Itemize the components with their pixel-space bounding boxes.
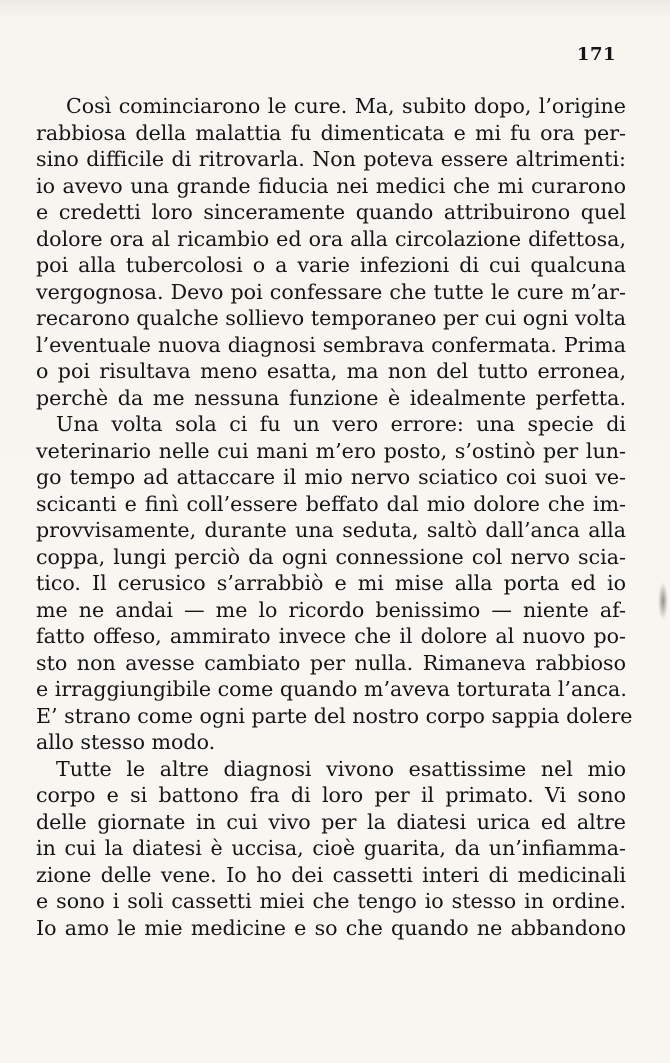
text-line: scicanti e finì coll’essere beffato dal mio dolore che im- xyxy=(36,491,626,516)
text-line: e sono i soli cassetti miei che tengo io stesso in ordine. xyxy=(36,889,626,913)
text-line: perchè da me nessuna funzione è idealmente perfetta. xyxy=(36,385,626,410)
text-line: delle giornate in cui vivo per la diatesi urica ed altre xyxy=(36,809,626,834)
text-line: veterinario nelle cui mani m’ero posto, s’ostinò per lun- xyxy=(36,438,626,463)
text-line: fatto offeso, ammirato invece che il dolore al nuovo po- xyxy=(36,624,626,648)
text-line: o poi risultava meno esatta, ma non del tutto erronea, xyxy=(36,359,626,383)
text-line: sino difficile di ritrovarla. Non poteva essere altrimenti: xyxy=(36,147,626,171)
body-text xyxy=(36,93,633,941)
text-line: Così cominciarono le cure. Ma, subito dopo, l’origine xyxy=(66,94,626,118)
text-line: E’ strano come ogni parte del nostro corpo sappia dolere xyxy=(36,703,633,728)
text-line: Tutte le altre diagnosi vivono esattissime nel mio xyxy=(56,756,626,781)
text-line: go tempo ad attaccare il mio nervo sciatico coi suoi ve- xyxy=(36,465,626,489)
text-line: corpo e si battono fra di loro per il primato. Vi sono xyxy=(36,783,626,807)
text-line: e irraggiungibile come quando m’aveva torturata l’anca. xyxy=(36,677,627,701)
text-line: sto non avesse cambiato per nulla. Rimaneva rabbioso xyxy=(36,650,626,675)
text-line: rabbiosa della malattia fu dimenticata e mi fu ora per- xyxy=(36,120,626,145)
text-line: e credetti loro sinceramente quando attribuirono quel xyxy=(36,200,626,224)
text-line: in cui la diatesi è uccisa, cioè guarita, da un’infiamma- xyxy=(36,836,626,860)
text-line: io avevo una grande fiducia nei medici che mi curarono xyxy=(36,173,626,198)
text-line: poi alla tubercolosi o a varie infezioni di cui qualcuna xyxy=(36,253,626,277)
text-line: coppa, lungi perciò da ogni connessione col nervo scia- xyxy=(36,544,626,569)
text-line: l’eventuale nuova diagnosi sembrava confermata. Prima xyxy=(36,332,626,357)
page-number: 171 xyxy=(576,44,616,65)
text-line: tico. Il cerusico s’arrabbiò e mi mise alla porta ed io xyxy=(36,571,626,595)
text-line: Io amo le mie medicine e so che quando ne abbandono xyxy=(36,915,626,940)
text-line: me ne andai — me lo ricordo benissimo — niente af- xyxy=(36,597,626,622)
text-line: dolore ora al ricambio ed ora alla circolazione difettosa, xyxy=(36,226,626,251)
text-line: Una volta sola ci fu un vero errore: una specie di xyxy=(56,412,626,436)
text-line: recarono qualche sollievo temporaneo per cui ogni volta xyxy=(36,306,626,330)
text-line: zione delle vene. Io ho dei cassetti interi di medicinali xyxy=(36,862,626,887)
text-line: allo stesso modo. xyxy=(36,730,216,754)
text-line: vergognosa. Devo poi confessare che tutte le cure m’ar- xyxy=(36,279,626,304)
page-edge-smudge xyxy=(658,582,668,620)
text-line: provvisamente, durante una seduta, saltò dall’anca alla xyxy=(36,518,626,542)
